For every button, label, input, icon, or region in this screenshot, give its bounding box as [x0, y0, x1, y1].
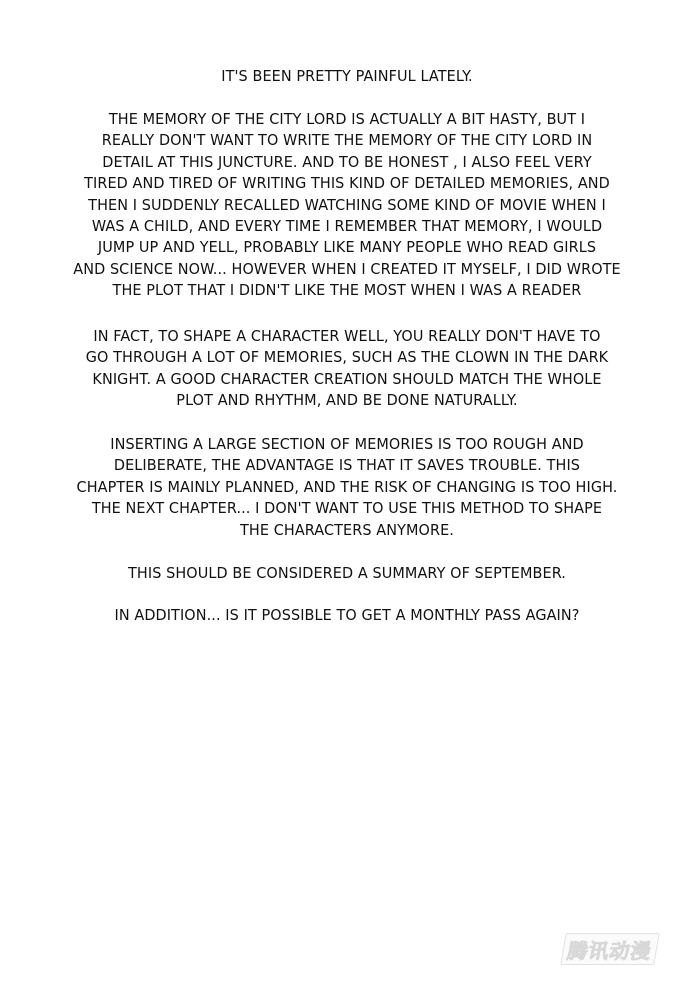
text-line: TIRED AND TIRED OF WRITING THIS KIND OF DETAILED MEMORIES, AND	[84, 174, 610, 193]
text-line: IN FACT, TO SHAPE A CHARACTER WELL, YOU REALLY DON'T HAVE TO	[93, 327, 601, 345]
text-line: THEN I SUDDENLY RECALLED WATCHING SOME KIND OF MOVIE WHEN I	[88, 195, 606, 214]
watermark-text: 腾讯动漫	[565, 938, 654, 963]
paragraph-inserting-memories	[24, 434, 669, 541]
paragraph-city-lord-memory	[24, 109, 669, 302]
text-line: AND SCIENCE NOW... HOWEVER WHEN I CREATED IT MYSELF, I DID WROTE	[73, 259, 621, 278]
text-line: DELIBERATE, THE ADVANTAGE IS THAT IT SAVES TROUBLE. THIS	[113, 456, 581, 475]
text-line: PLOT AND RHYTHM, AND BE DONE NATURALLY.	[176, 391, 518, 410]
text-line: WAS A CHILD, AND EVERY TIME I REMEMBER THAT MEMORY, I WOULD	[91, 217, 603, 236]
text-line: REALLY DON'T WANT TO WRITE THE MEMORY OF THE CITY LORD IN	[101, 131, 593, 150]
publisher-logo-icon	[560, 933, 660, 965]
text-line: THE PLOT THAT I DIDN'T LIKE THE MOST WHEN I WAS A READER	[112, 281, 582, 300]
text-line: IN ADDITION... IS IT POSSIBLE TO GET A MONTHLY PASS AGAIN?	[114, 606, 580, 624]
text-line: JUMP UP AND YELL, PROBABLY LIKE MANY PEOPLE WHO READ GIRLS	[97, 238, 597, 257]
text-line: DETAIL AT THIS JUNCTURE. AND TO BE HONEST , I ALSO FEEL VERY	[102, 152, 592, 171]
text-line: GO THROUGH A LOT OF MEMORIES, SUCH AS THE CLOWN IN THE DARK	[85, 348, 609, 367]
text-line: KNIGHT. A GOOD CHARACTER CREATION SHOULD MATCH THE WHOLE	[92, 369, 602, 388]
text-line: THE NEXT CHAPTER... I DON'T WANT TO USE THIS METHOD TO SHAPE	[91, 499, 603, 518]
text-line: IT'S BEEN PRETTY PAINFUL LATELY.	[221, 67, 473, 85]
paragraph-character-shaping	[24, 326, 669, 412]
paragraph-title	[24, 66, 669, 87]
text-line: THIS SHOULD BE CONSIDERED A SUMMARY OF SEPTEMBER.	[128, 564, 566, 582]
text-line: INSERTING A LARGE SECTION OF MEMORIES IS TOO ROUGH AND	[110, 435, 584, 453]
paragraph-summary	[24, 563, 669, 584]
text-line: THE CHARACTERS ANYMORE.	[240, 520, 454, 539]
text-line: CHAPTER IS MAINLY PLANNED, AND THE RISK OF CHANGING IS TOO HIGH.	[76, 477, 618, 496]
paragraph-monthly-pass	[24, 605, 669, 626]
text-line: THE MEMORY OF THE CITY LORD IS ACTUALLY A BIT HASTY, BUT I	[108, 110, 586, 128]
